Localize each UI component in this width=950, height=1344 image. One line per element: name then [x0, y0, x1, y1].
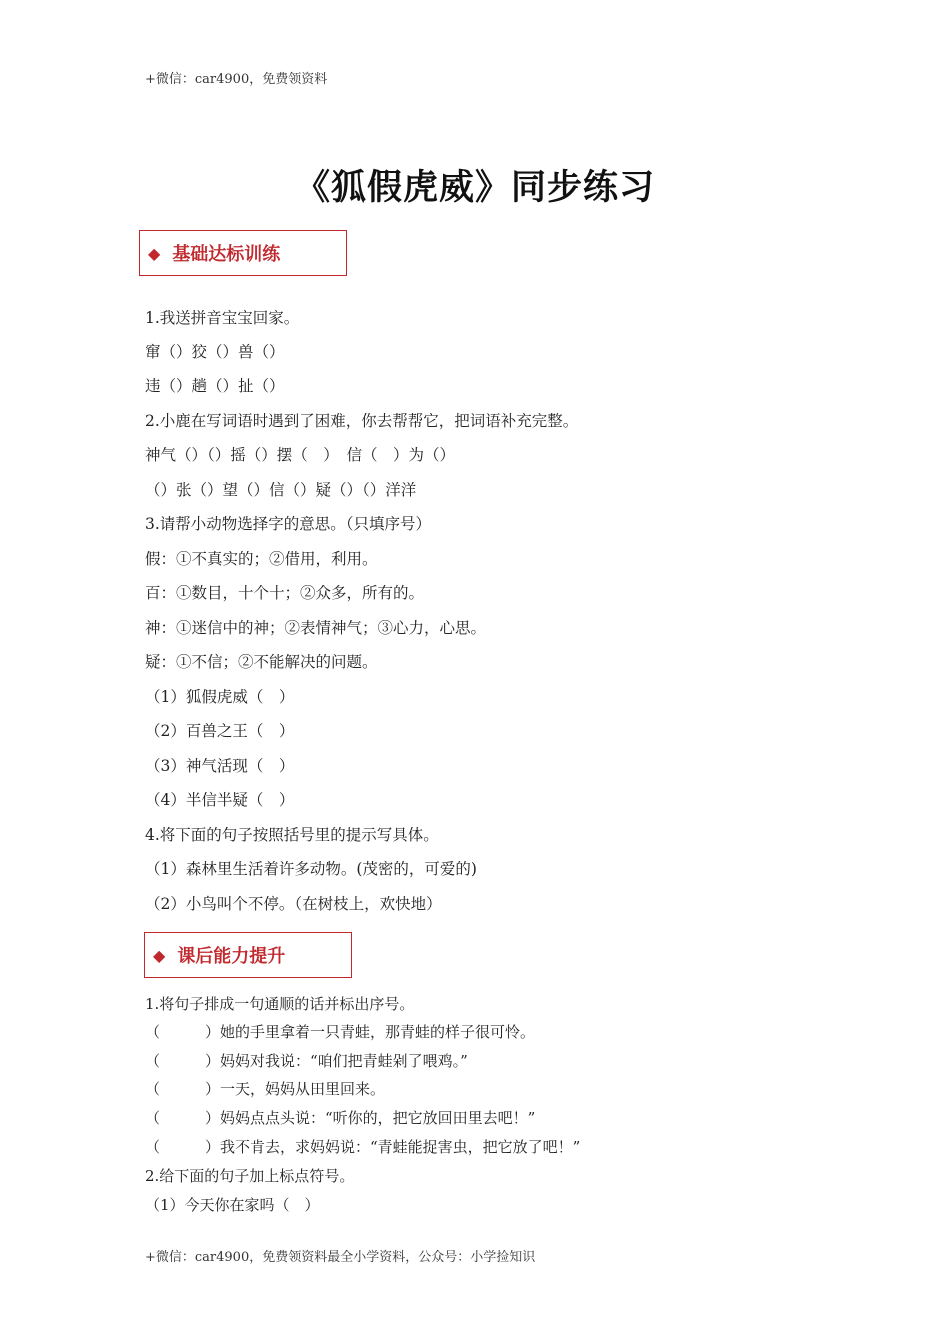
- question-4: 4.将下面的句子按照括号里的提示写具体。: [145, 826, 439, 844]
- s2-sentence-2: （ ）妈妈对我说：“咱们把青蛙剁了喂鸡。”: [145, 1052, 468, 1070]
- section-label: 课后能力提升: [177, 946, 286, 967]
- s2-sentence-1: （ ）她的手里拿着一只青蛙，那青蛙的样子很可怜。: [145, 1023, 536, 1041]
- footer-note: +微信：car4900，免费领资料最全小学资料，公众号：小学捡知识: [145, 1250, 536, 1265]
- meaning-yi: 疑：①不信；②不能解决的问题。: [145, 653, 378, 671]
- question-1: 1.我送拼音宝宝回家。: [145, 309, 300, 327]
- question-3-item-3: （3）神气活现（ ）: [145, 757, 295, 775]
- section-header-improve: [144, 932, 352, 978]
- section-header-basic: [139, 230, 347, 276]
- s2-question-2-item-1: （1）今天你在家吗（ ）: [145, 1196, 320, 1214]
- meaning-bai: 百：①数目，十个十；②众多，所有的。: [145, 584, 425, 602]
- page-title: 《狐假虎威》同步练习: [294, 168, 655, 208]
- question-3-item-2: （2）百兽之王（ ）: [145, 722, 295, 740]
- diamond-icon: ◆: [153, 945, 166, 965]
- question-4-item-2: （2）小鸟叫个不停。（在树枝上，欢快地）: [145, 895, 442, 913]
- meaning-shen: 神：①迷信中的神；②表情神气；③心力，心思。: [145, 619, 487, 637]
- question-3-item-4: （4）半信半疑（ ）: [145, 791, 295, 809]
- question-2-line-2: （）张（）望（）信（）疑（）（）洋洋: [145, 481, 417, 499]
- question-2: 2.小鹿在写词语时遇到了困难，你去帮帮它，把词语补充完整。: [145, 412, 579, 430]
- s2-sentence-3: （ ）一天，妈妈从田里回来。: [145, 1080, 386, 1098]
- header-note: +微信：car4900，免费领资料: [145, 72, 328, 87]
- question-4-item-1: （1）森林里生活着许多动物。(茂密的，可爱的): [145, 860, 477, 878]
- question-2-line-1: 神气（）（）摇（）摆（ ） 信（ ）为（）: [145, 446, 456, 464]
- meaning-jia: 假：①不真实的；②借用，利用。: [145, 550, 378, 568]
- question-1-line-1: 窜（）狡（）兽（）: [145, 343, 285, 361]
- s2-sentence-4: （ ）妈妈点点头说：“听你的，把它放回田里去吧！”: [145, 1109, 536, 1127]
- diamond-icon: ◆: [148, 243, 161, 263]
- question-3: 3.请帮小动物选择字的意思。（只填序号）: [145, 515, 432, 533]
- s2-sentence-5: （ ）我不肯去，求妈妈说：“青蛙能捉害虫，把它放了吧！”: [145, 1138, 581, 1156]
- s2-question-2: 2.给下面的句子加上标点符号。: [145, 1167, 355, 1185]
- section-label: 基础达标训练: [172, 244, 281, 265]
- s2-question-1: 1.将句子排成一句通顺的话并标出序号。: [145, 995, 415, 1013]
- question-1-line-2: 违（）趟（）扯（）: [145, 377, 285, 395]
- question-3-item-1: （1）狐假虎威（ ）: [145, 688, 295, 706]
